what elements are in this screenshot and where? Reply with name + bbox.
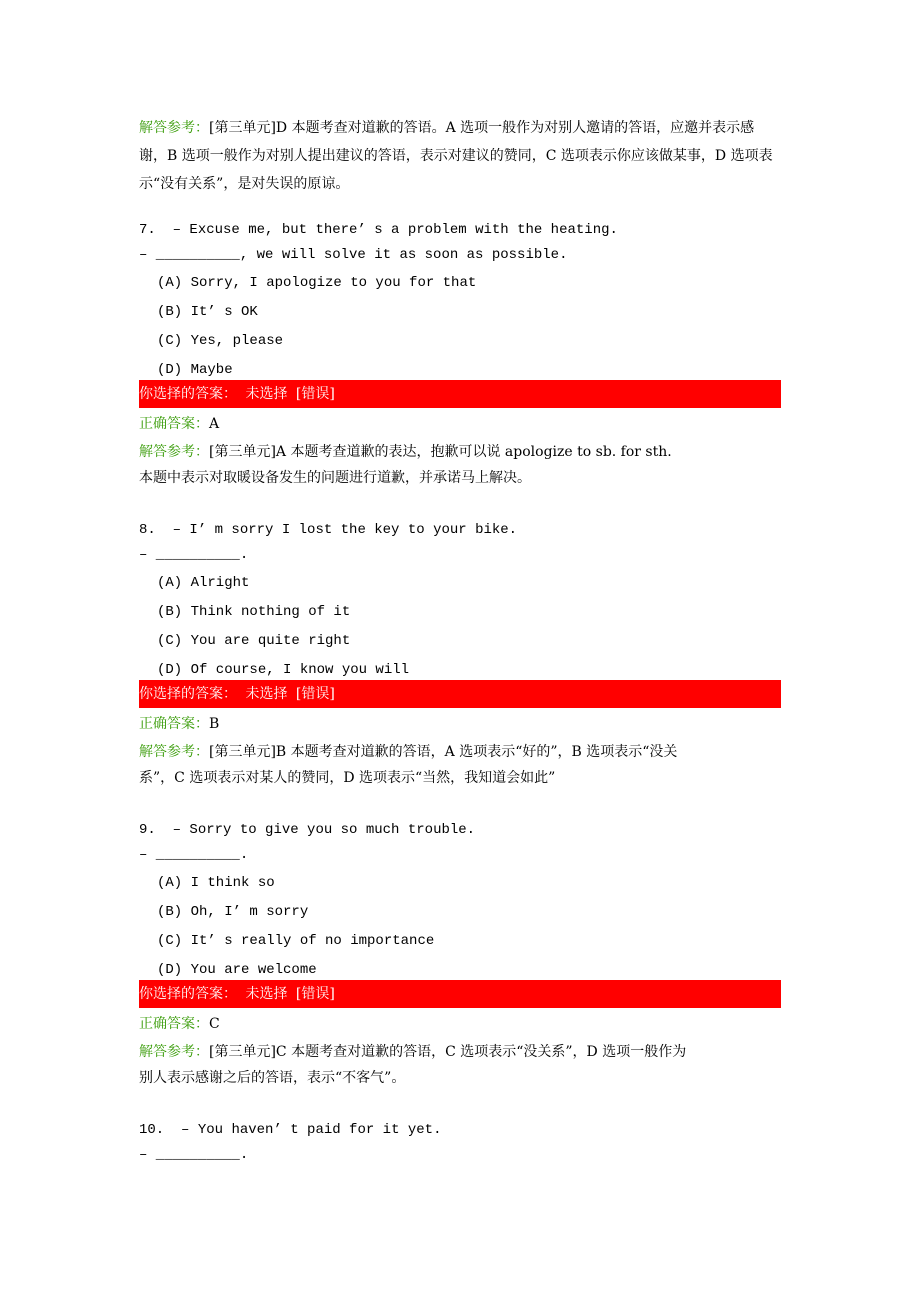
explanation-8-line-2: 系”，C 选项表示对某人的赞同，D 选项表示“当然，我知道会如此” — [139, 770, 556, 786]
explanation-text: [第三单元]B 本题考查对道歉的答语，A 选项表示“好的”，B 选项表示“没关 — [209, 744, 678, 760]
question-8-response: – __________. — [139, 547, 249, 563]
your-answer-value: 未选择 — [245, 686, 288, 702]
question-10-response: – __________. — [139, 1147, 249, 1163]
question-8-option-a[interactable]: (A) Alright — [157, 575, 250, 591]
question-number: 9. — [139, 822, 156, 838]
question-9-option-a[interactable]: (A) I think so — [157, 875, 275, 891]
question-9-option-b[interactable]: (B) Oh, I’ m sorry — [157, 904, 309, 920]
result-bar-7 — [139, 380, 781, 408]
correct-answer-8 — [139, 714, 781, 734]
result-bar-8 — [139, 680, 781, 708]
explanation-text: [第三单元]A 本题考查道歉的表达，抱歉可以说 apologize to sb. for sth. — [209, 444, 672, 460]
question-7-option-a[interactable]: (A) Sorry, I apologize to you for that — [157, 275, 477, 291]
your-answer-value: 未选择 — [245, 386, 288, 402]
result-status: [错误] — [295, 986, 335, 1002]
question-7-response: – __________, we will solve it as soon as possible. — [139, 247, 568, 263]
correct-answer-7 — [139, 414, 781, 434]
question-7-option-d[interactable]: (D) Maybe — [157, 362, 233, 378]
explanation-9-line-1 — [139, 1042, 781, 1062]
explanation-label: 解答参考： — [139, 120, 209, 136]
question-text: – I’ m sorry I lost the key to your bike. — [172, 522, 518, 538]
explanation-8-line-1 — [139, 742, 781, 762]
question-7-option-b[interactable]: (B) It’ s OK — [157, 304, 258, 320]
explanation-label: 解答参考： — [139, 1044, 209, 1060]
question-9-option-c[interactable]: (C) It’ s really of no importance — [157, 933, 435, 949]
explanation-text: [第三单元]C 本题考查对道歉的答语，C 选项表示“没关系”，D 选项一般作为 — [209, 1044, 687, 1060]
question-9-option-d[interactable]: (D) You are welcome — [157, 962, 317, 978]
question-number: 7. — [139, 222, 156, 238]
correct-answer-label: 正确答案： — [139, 416, 209, 432]
question-text: – Excuse me, but there’ s a problem with the heating. — [172, 222, 618, 238]
explanation-block-prev — [139, 114, 781, 198]
explanation-label: 解答参考： — [139, 744, 209, 760]
explanation-7-line-2: 本题中表示对取暖设备发生的问题进行道歉，并承诺马上解决。 — [139, 470, 531, 486]
correct-answer-value: A — [209, 416, 220, 432]
question-8-option-d[interactable]: (D) Of course, I know you will — [157, 662, 410, 678]
question-text: – Sorry to give you so much trouble. — [172, 822, 476, 838]
question-text: – You haven’ t paid for it yet. — [181, 1122, 442, 1138]
question-7-prompt — [139, 220, 781, 240]
correct-answer-label: 正确答案： — [139, 716, 209, 732]
correct-answer-value: C — [209, 1016, 220, 1032]
question-8-prompt — [139, 520, 781, 540]
explanation-7-line-1 — [139, 442, 781, 462]
your-answer-value: 未选择 — [245, 986, 288, 1002]
correct-answer-label: 正确答案： — [139, 1016, 209, 1032]
result-bar-9 — [139, 980, 781, 1008]
question-9-response: – __________. — [139, 847, 249, 863]
question-10-prompt — [139, 1120, 781, 1140]
your-answer-label: 你选择的答案： — [139, 386, 237, 402]
your-answer-label: 你选择的答案： — [139, 986, 237, 1002]
correct-answer-value: B — [209, 716, 220, 732]
question-9-prompt — [139, 820, 781, 840]
explanation-label: 解答参考： — [139, 444, 209, 460]
result-status: [错误] — [295, 386, 335, 402]
question-7-option-c[interactable]: (C) Yes, please — [157, 333, 284, 349]
explanation-text: [第三单元]D 本题考查对道歉的答语。A 选项一般作为对别人邀请的答语，应邀并表示感谢，B 选项一般作为对别人提出建议的答语，表示对建议的赞同，C 选项表示你应该做某事，D 选项表示“没有关系”，是对失误的原谅。 — [139, 120, 773, 192]
your-answer-label: 你选择的答案： — [139, 686, 237, 702]
explanation-9-line-2: 别人表示感谢之后的答语，表示“不客气”。 — [139, 1070, 406, 1086]
question-number: 10. — [139, 1122, 165, 1138]
correct-answer-9 — [139, 1014, 781, 1034]
question-8-option-c[interactable]: (C) You are quite right — [157, 633, 351, 649]
result-status: [错误] — [295, 686, 335, 702]
question-number: 8. — [139, 522, 156, 538]
question-8-option-b[interactable]: (B) Think nothing of it — [157, 604, 351, 620]
